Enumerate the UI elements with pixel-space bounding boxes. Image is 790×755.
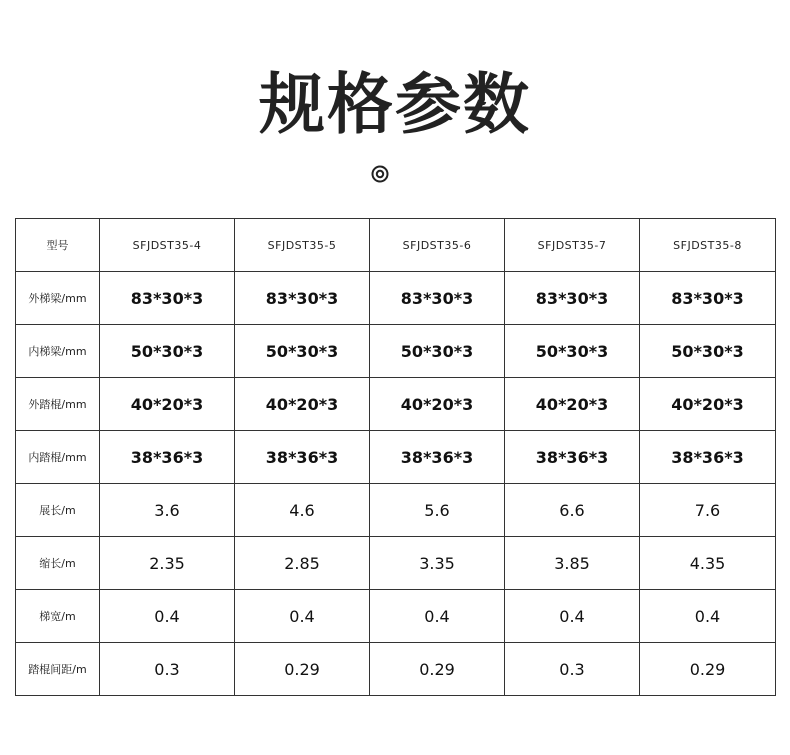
table-cell: 0.3 <box>505 643 640 696</box>
table-cell: 38*36*3 <box>640 431 776 484</box>
row-label: 缩长/m <box>16 537 100 590</box>
table-row <box>16 431 776 484</box>
table-cell: 50*30*3 <box>370 325 505 378</box>
table-cell: 0.4 <box>235 590 370 643</box>
table-cell: 0.4 <box>505 590 640 643</box>
table-header-row <box>16 219 776 272</box>
table-cell: 3.35 <box>370 537 505 590</box>
row-label: 外踏棍/mm <box>16 378 100 431</box>
row-label: 展长/m <box>16 484 100 537</box>
table-cell: 40*20*3 <box>505 378 640 431</box>
table-cell: 4.6 <box>235 484 370 537</box>
row-label: 内梯梁/mm <box>16 325 100 378</box>
table-row <box>16 484 776 537</box>
spec-table <box>15 218 776 696</box>
table-cell: 2.35 <box>100 537 235 590</box>
table-row <box>16 325 776 378</box>
header-label: 型号 <box>16 219 100 272</box>
row-label: 外梯梁/mm <box>16 272 100 325</box>
table-cell: 83*30*3 <box>640 272 776 325</box>
table-cell: 83*30*3 <box>505 272 640 325</box>
table-cell: 0.4 <box>100 590 235 643</box>
page-title: 规格参数 <box>259 66 531 143</box>
table-cell: 40*20*3 <box>370 378 505 431</box>
table-cell: 0.4 <box>370 590 505 643</box>
table-cell: 5.6 <box>370 484 505 537</box>
table-cell: 40*20*3 <box>640 378 776 431</box>
model-header: SFJDST35-8 <box>640 219 776 272</box>
table-row <box>16 272 776 325</box>
table-cell: 0.29 <box>640 643 776 696</box>
table-cell: 0.3 <box>100 643 235 696</box>
model-header: SFJDST35-7 <box>505 219 640 272</box>
table-cell: 83*30*3 <box>370 272 505 325</box>
table-cell: 38*36*3 <box>370 431 505 484</box>
table-cell: 50*30*3 <box>235 325 370 378</box>
table-row <box>16 537 776 590</box>
table-cell: 40*20*3 <box>235 378 370 431</box>
target-circle-icon <box>370 164 390 184</box>
table-cell: 50*30*3 <box>505 325 640 378</box>
table-cell: 3.85 <box>505 537 640 590</box>
model-header: SFJDST35-6 <box>370 219 505 272</box>
row-label: 内踏棍/mm <box>16 431 100 484</box>
table-cell: 0.4 <box>640 590 776 643</box>
table-cell: 83*30*3 <box>100 272 235 325</box>
table-cell: 83*30*3 <box>235 272 370 325</box>
table-row <box>16 643 776 696</box>
model-header: SFJDST35-4 <box>100 219 235 272</box>
table-row <box>16 590 776 643</box>
table-cell: 38*36*3 <box>505 431 640 484</box>
row-label: 踏棍间距/m <box>16 643 100 696</box>
table-cell: 40*20*3 <box>100 378 235 431</box>
table-cell: 38*36*3 <box>235 431 370 484</box>
table-cell: 4.35 <box>640 537 776 590</box>
table-cell: 38*36*3 <box>100 431 235 484</box>
table-cell: 6.6 <box>505 484 640 537</box>
table-cell: 0.29 <box>235 643 370 696</box>
table-cell: 0.29 <box>370 643 505 696</box>
row-label: 梯宽/m <box>16 590 100 643</box>
table-cell: 7.6 <box>640 484 776 537</box>
table-cell: 2.85 <box>235 537 370 590</box>
table-cell: 50*30*3 <box>100 325 235 378</box>
model-header: SFJDST35-5 <box>235 219 370 272</box>
table-row <box>16 378 776 431</box>
table-cell: 50*30*3 <box>640 325 776 378</box>
table-cell: 3.6 <box>100 484 235 537</box>
